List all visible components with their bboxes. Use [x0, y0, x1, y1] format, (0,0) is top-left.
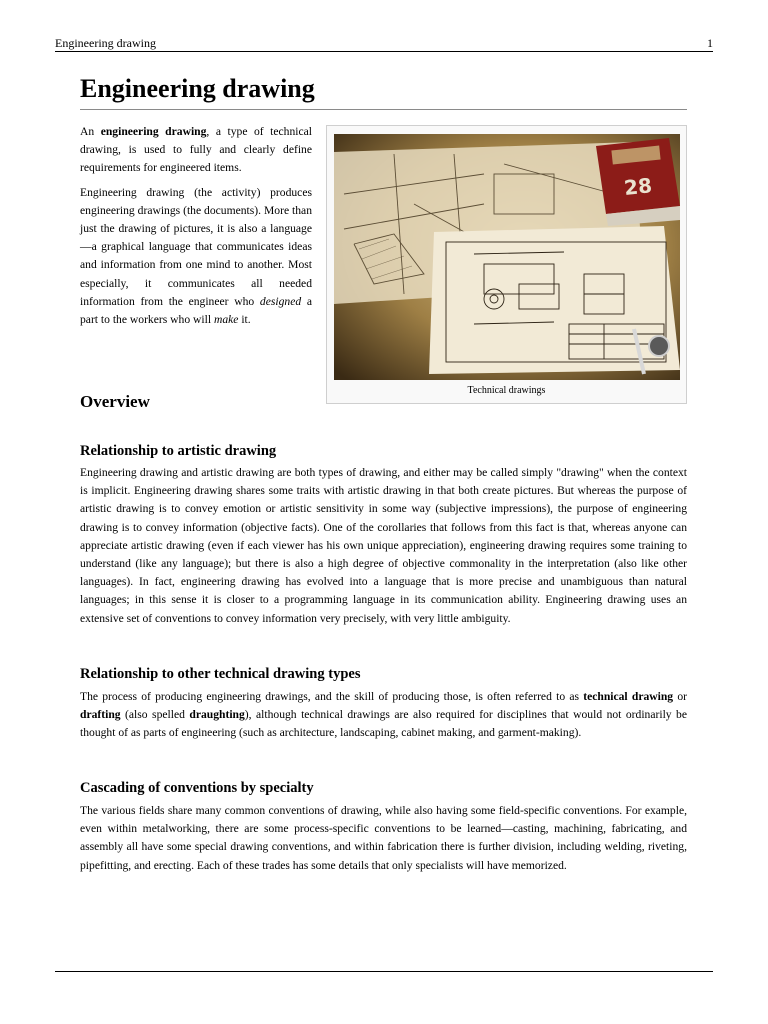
intro-paragraph-2: Engineering drawing (the activity) produces engineering drawings (the documents). More than just the drawing of pictures, it is also a language—a graphical language that communicates ideas and information from one mind to another. Most especially, it communicates all needed information from the engineer who designed a part to the workers who will make it. [80, 185, 313, 327]
heading-relationship-technical: Relationship to other technical drawing types [80, 666, 361, 682]
figure-caption: Technical drawings [467, 385, 546, 396]
bold-term: technical drawing [583, 690, 674, 703]
bold-term: drafting [80, 708, 121, 722]
svg-text:28: 28 [622, 173, 654, 200]
technical-drawings-photo [334, 134, 680, 380]
heading-relationship-artistic: Relationship to artistic drawing [80, 443, 277, 459]
paragraph-artistic: Engineering drawing and artistic drawing are both types of drawing, and either may be called simply "drawing" when the context is implicit. Engineering drawing shares some traits with artistic drawing in that both create pictures. But whereas the purpose of artistic drawing is to convey emotion or artistic sensitivity in some way (subjective impressions), the purpose of engineering drawing is to convey information (objective facts). One of the corollaries that follows from this fact is that, whereas anyone can appreciate artistic drawing (even if each viewer has his own unique appreciation), engineering drawing requires some training to understand (like any language); but there is also a high degree of objective commonality in the interpretation (also like other languages). In fact, engineering drawing has evolved into a language that is more precise and unambiguous than natural languages; in this sense it is closer to a programming language in its communication ability. Engineering drawing uses an extensive set of conventions to convey information very precisely, with very little ambiguity. [80, 466, 687, 625]
section-artistic [80, 464, 687, 628]
heading-overview: Overview [80, 392, 150, 411]
running-header [55, 36, 713, 52]
bold-term: draughting [189, 708, 245, 722]
running-header-title: Engineering drawing [55, 36, 156, 50]
page-number: 1 [707, 36, 713, 50]
bold-term: engineering drawing [100, 125, 207, 138]
paragraph-technical: The process of producing engineering drawings, and the skill of producing those, is often referred to as technical drawing or drafting (also spelled draughting), although technical drawings are also required for disciplines that would not ordinarily be thought of as parts of engineering (such as architecture, landscaping, cabinet making, and garment-making). [80, 690, 687, 740]
paragraph-cascading: The various fields share many common conventions of drawing, while also having some field-specific conventions. For example, even within metalworking, there are some process-specific conventions to be learned—casting, machining, fabricating, and assembly all have some special drawing conventions, and within fabrication there is further division, including welding, riveting, pipefitting, and erecting. Each of these trades has some details that only specialists will have memorized. [80, 804, 687, 872]
italic-term: make [213, 313, 239, 327]
footer-rule [55, 971, 713, 972]
figure-technical-drawings [326, 125, 687, 404]
intro-section [80, 123, 312, 329]
italic-term: designed [259, 294, 302, 308]
intro-paragraph-1: An engineering drawing, a type of technical drawing, is used to fully and clearly define requirements for engineered items. [80, 125, 312, 175]
section-technical [80, 688, 687, 743]
page-title: Engineering drawing [80, 72, 687, 110]
heading-cascading-conventions: Cascading of conventions by specialty [80, 780, 314, 796]
section-cascading [80, 802, 687, 875]
